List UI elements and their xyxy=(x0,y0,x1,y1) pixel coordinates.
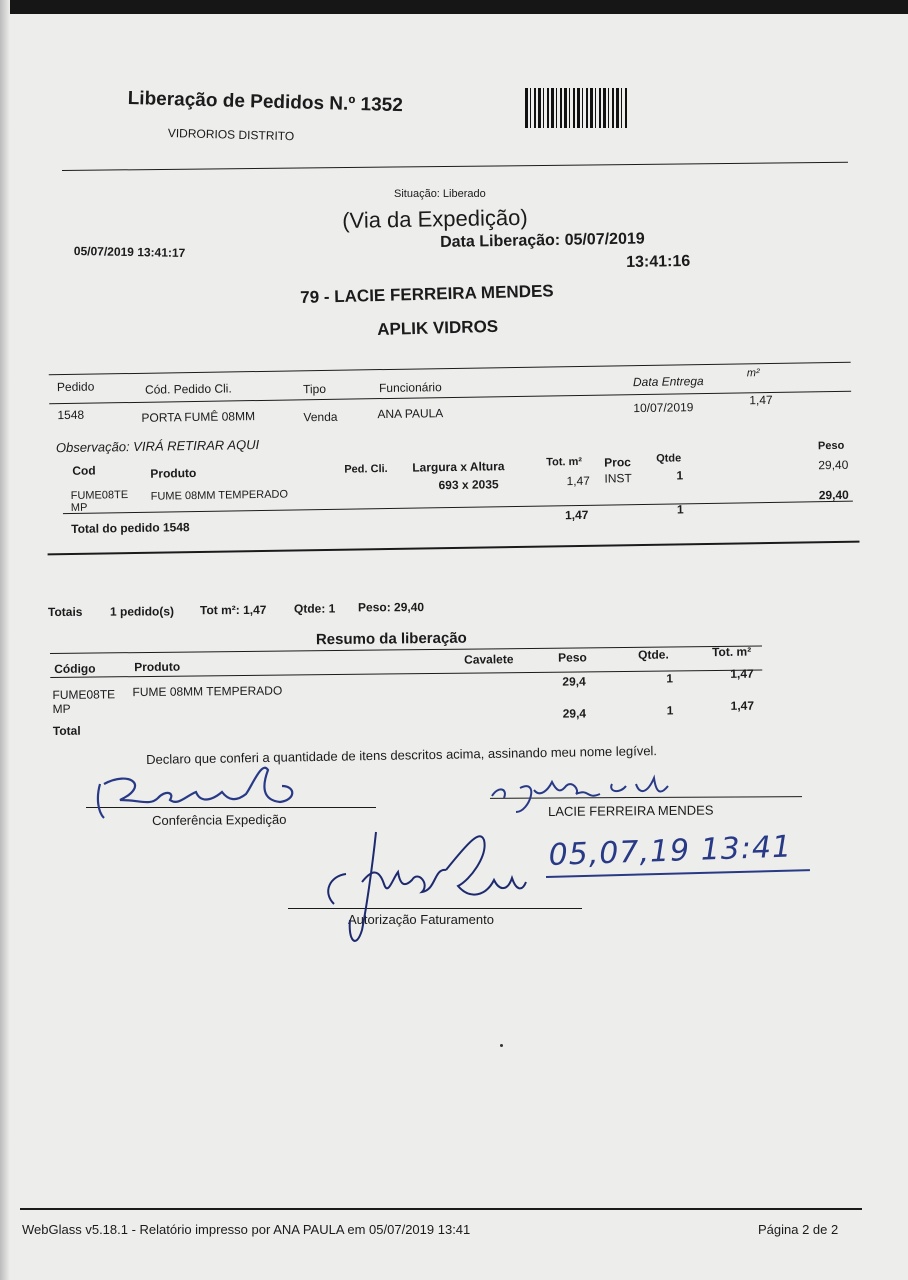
footer-report-info: WebGlass v5.18.1 - Relatório impresso por ANA PAULA em 05/07/2019 13:41 xyxy=(22,1222,471,1237)
item-header-ped-cli: Ped. Cli. xyxy=(344,462,388,476)
client-company: APLIK VIDROS xyxy=(377,316,499,339)
item-code-line2: MP xyxy=(70,501,88,514)
totals-m2: Tot m²: 1,47 xyxy=(199,602,267,618)
summary-header-tot-m2: Tot. m² xyxy=(711,644,752,660)
item-header-largura-altura: Largura x Altura xyxy=(412,459,505,475)
order-total-label: Total do pedido 1548 xyxy=(71,520,190,536)
col-header-pedido: Pedido xyxy=(56,379,95,395)
summary-qtde: 1 xyxy=(666,671,674,686)
order-delivery-date: 10/07/2019 xyxy=(633,400,694,416)
summary-total-label: Total xyxy=(52,723,81,738)
order-observation: Observação: VIRÁ RETIRAR AQUI xyxy=(55,436,260,456)
item-header-cod: Cod xyxy=(72,463,96,478)
order-total-m2: 1,47 xyxy=(564,507,589,523)
item-peso: 29,40 xyxy=(818,457,849,473)
totals-peso: Peso: 29,40 xyxy=(357,600,425,615)
summary-total-qtde: 1 xyxy=(666,703,674,718)
order-employee: ANA PAULA xyxy=(377,406,444,422)
col-header-funcionario: Funcionário xyxy=(378,380,442,396)
handwritten-date: 05,07,19 13:41 xyxy=(548,829,793,873)
summary-total-peso: 29,4 xyxy=(562,706,587,721)
totals-qtde: Qtde: 1 xyxy=(293,601,336,616)
release-time: 13:41:16 xyxy=(626,252,691,271)
order-m2: 1,47 xyxy=(749,392,773,408)
situation-label: Situação: Liberado xyxy=(394,188,486,200)
item-header-peso: Peso xyxy=(817,439,845,453)
summary-header-qtde: Qtde. xyxy=(638,647,669,662)
release-date: Data Liberação: 05/07/2019 xyxy=(440,230,645,251)
item-proc: INST xyxy=(604,471,632,486)
order-total-qtde: 1 xyxy=(676,502,684,517)
conferencia-label: Conferência Expedição xyxy=(152,811,287,828)
footer-divider xyxy=(20,1208,862,1210)
item-tot-m2: 1,47 xyxy=(566,473,590,489)
autorizacao-label: Autorização Faturamento xyxy=(348,912,494,927)
col-header-data-entrega: Data Entrega xyxy=(632,374,704,390)
summary-product: FUME 08MM TEMPERADO xyxy=(132,683,283,700)
client-name: 79 - LACIE FERREIRA MENDES xyxy=(300,281,554,307)
col-header-tipo: Tipo xyxy=(302,381,327,397)
summary-peso: 29,4 xyxy=(562,674,586,689)
order-total-peso: 29,40 xyxy=(818,487,849,503)
footer-page-number: Página 2 de 2 xyxy=(758,1222,839,1237)
stray-dot xyxy=(500,1044,503,1047)
via-label: (Via da Expedição) xyxy=(342,204,528,233)
item-code-line1: FUME08TE xyxy=(70,489,129,502)
company-name: VIDRORIOS DISTRITO xyxy=(167,126,295,144)
document-title: Liberação de Pedidos N.º 1352 xyxy=(127,88,404,117)
summary-header-produto: Produto xyxy=(134,659,181,675)
totals-label: Totais xyxy=(47,604,83,620)
summary-header-peso: Peso xyxy=(558,650,587,665)
col-header-m2: m² xyxy=(746,367,760,380)
item-product: FUME 08MM TEMPERADO xyxy=(150,488,289,503)
order-type: Venda xyxy=(303,409,338,425)
item-header-qtde: Qtde xyxy=(656,452,682,465)
item-header-produto: Produto xyxy=(150,465,197,481)
summary-total-m2: 1,47 xyxy=(730,698,755,713)
order-number: 1548 xyxy=(57,407,85,423)
item-qtde: 1 xyxy=(676,468,684,483)
print-datetime: 05/07/2019 13:41:17 xyxy=(73,244,186,260)
col-header-cod-pedido: Cód. Pedido Cli. xyxy=(144,381,232,397)
summary-header-cavalete: Cavalete xyxy=(464,652,514,667)
totals-orders: 1 pedido(s) xyxy=(109,604,175,619)
declaration-text: Declaro que conferi a quantidade de itens descritos acima, assinando meu nome legível. xyxy=(146,743,658,767)
order-client-code: PORTA FUMÊ 08MM xyxy=(141,409,256,425)
summary-header-codigo: Código xyxy=(54,661,96,676)
summary-tot-m2: 1,47 xyxy=(730,666,754,681)
summary-code-line1: FUME08TE xyxy=(52,687,116,702)
client-signature-name: LACIE FERREIRA MENDES xyxy=(548,802,714,819)
item-header-proc: Proc xyxy=(604,455,632,470)
item-dimensions: 693 x 2035 xyxy=(438,477,499,493)
summary-code-line2: MP xyxy=(52,701,71,716)
summary-title: Resumo da liberação xyxy=(315,629,467,649)
item-header-tot-m2: Tot. m² xyxy=(546,455,583,469)
